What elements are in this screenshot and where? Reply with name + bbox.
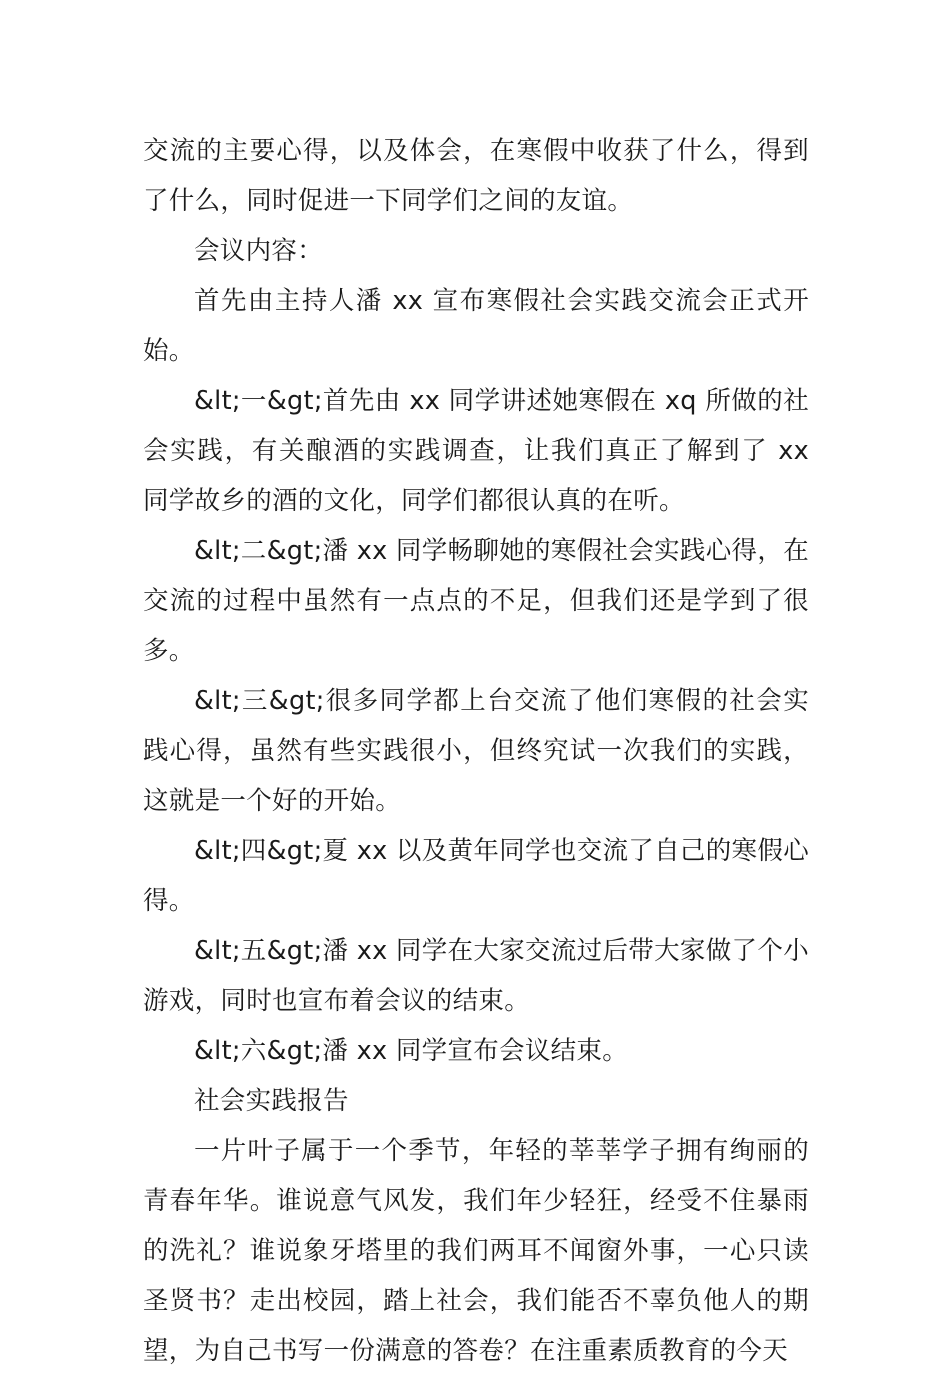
paragraph-continuation: 交流的主要心得，以及体会，在寒假中收获了什么，得到了什么，同时促进一下同学们之间的友谊。 xyxy=(143,136,809,216)
paragraph-item-2: &lt;二&gt;潘 xx 同学畅聊她的寒假社会实践心得，在交流的过程中虽然有一点点的不足，但我们还是学到了很多。 xyxy=(143,536,809,666)
paragraph-item-5: &lt;五&gt;潘 xx 同学在大家交流过后带大家做了个小游戏，同时也宣布着会议的结束。 xyxy=(143,936,809,1016)
paragraph-meeting-content-heading: 会议内容： xyxy=(194,236,324,266)
paragraph-item-6: &lt;六&gt;潘 xx 同学宣布会议结束。 xyxy=(194,1036,629,1066)
paragraph-item-1: &lt;一&gt;首先由 xx 同学讲述她寒假在 xq 所做的社会实践，有关酿酒的实践调查，让我们真正了解到了 xx 同学故乡的酒的文化，同学们都很认真的在听。 xyxy=(143,386,809,516)
section-heading: 社会实践报告 xyxy=(194,1086,349,1116)
paragraph-item-4: &lt;四&gt;夏 xx 以及黄年同学也交流了自己的寒假心得。 xyxy=(143,836,809,916)
paragraph-item-3: &lt;三&gt;很多同学都上台交流了他们寒假的社会实践心得，虽然有些实践很小，但终究试一次我们的实践，这就是一个好的开始。 xyxy=(143,686,809,816)
paragraph-report-intro: 一片叶子属于一个季节，年轻的莘莘学子拥有绚丽的青春年华。谁说意气风发，我们年少轻狂，经受不住暴雨的洗礼？谁说象牙塔里的我们两耳不闻窗外事，一心只读圣贤书？走出校园，踏上社会，我们能否不辜负他人的期望，为自己书写一份满意的答卷？在注重素质教育的今天 xyxy=(143,1136,809,1366)
document-body xyxy=(143,126,809,1376)
paragraph-opening: 首先由主持人潘 xx 宣布寒假社会实践交流会正式开始。 xyxy=(143,286,809,366)
